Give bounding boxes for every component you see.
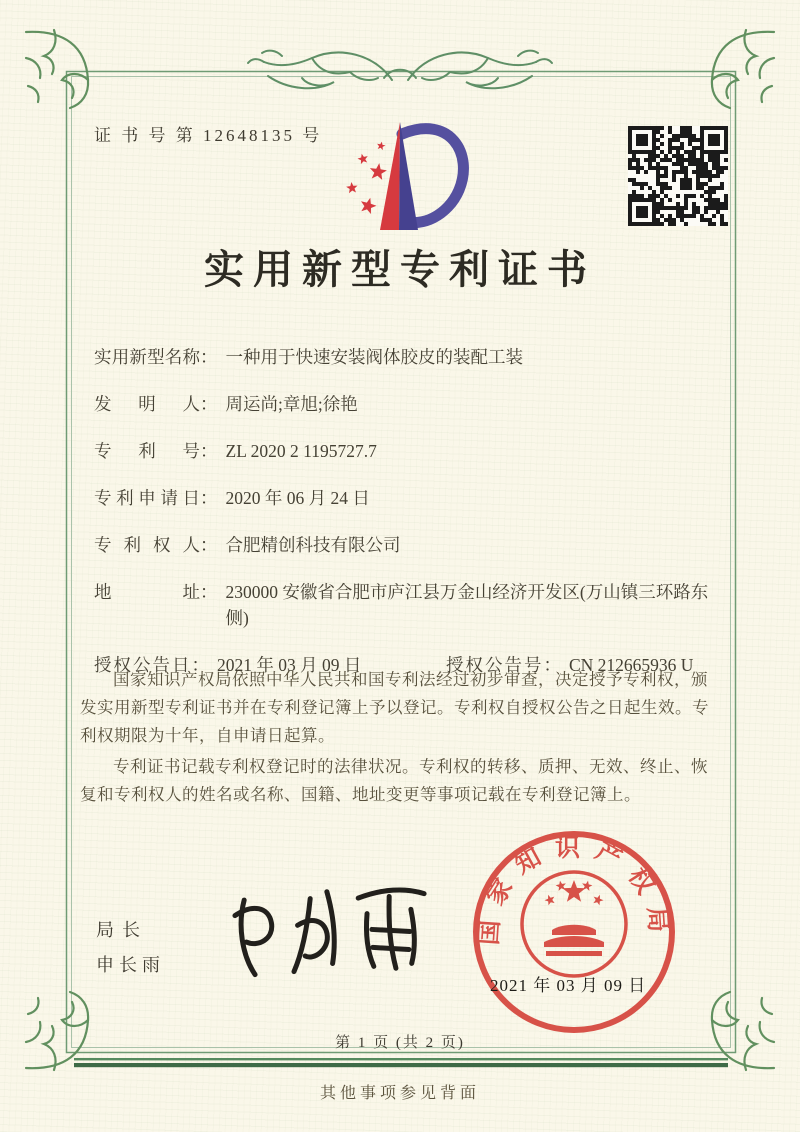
field-row-filing-date: 专利申请日 ： 2020 年 06 月 24 日 — [94, 485, 726, 511]
national-emblem-icon — [522, 872, 626, 976]
field-row-patentee: 专利权人 ： 合肥精创科技有限公司 — [94, 532, 726, 558]
logo-p-monument-icon — [380, 122, 463, 230]
field-value: 2020 年 06 月 24 日 — [225, 488, 370, 508]
cnipa-logo — [322, 112, 478, 238]
grant-date: 授权公告日 ： 2021 年 03 月 09 日 — [94, 655, 362, 675]
page-title: 实用新型专利证书 — [204, 247, 596, 292]
field-label: 专利权人 — [94, 535, 200, 555]
corner-flourish-top-left — [26, 30, 88, 108]
commissioner-title: 局长 — [96, 920, 148, 940]
field-value: 合肥精创科技有限公司 — [225, 535, 401, 555]
seal-text: 国家知识产权局 — [475, 834, 673, 946]
legal-text — [80, 666, 724, 812]
field-row-inventors: 发明人 ： 周运尚;章旭;徐艳 — [94, 391, 726, 417]
field-value: 周运尚;章旭;徐艳 — [225, 394, 358, 414]
certificate-number: 证 书 号 第 12648135 号 — [94, 126, 323, 145]
qr-code — [628, 126, 728, 226]
grant-number: 授权公告号 ： CN 212665936 U — [446, 655, 694, 675]
corner-flourish-top-right — [712, 30, 774, 108]
field-label: 专利号 — [94, 441, 200, 461]
official-seal — [468, 826, 680, 1038]
field-value: 一种用于快速安装阀体胶皮的装配工装 — [225, 347, 523, 367]
logo-stars-icon — [346, 142, 387, 214]
field-value: 230000 安徽省合肥市庐江县万金山经济开发区(万山镇三环路东侧) — [225, 582, 709, 628]
field-label: 实用新型名称 — [94, 347, 200, 367]
field-list — [94, 344, 726, 678]
legal-paragraph-2: 专利证书记载专利权登记时的法律状况。专利权的转移、质押、无效、终止、恢复和专利权人的姓名或名称、国籍、地址变更等事项记载在专利登记簿上。 — [80, 757, 708, 804]
field-label: 发明人 — [94, 394, 200, 414]
bottom-rule — [74, 1058, 728, 1060]
page-number: 第 1 页 (共 2 页) — [335, 1035, 465, 1051]
field-value: ZL 2020 2 1195727.7 — [225, 441, 377, 461]
legal-paragraph-1: 国家知识产权局依照中华人民共和国专利法经过初步审查，决定授予专利权，颁发实用新型专利证书并在专利登记簿上予以登记。专利权自授权公告之日起生效。专利权期限为十年，自申请日起算。 — [80, 670, 709, 745]
handwritten-signature — [208, 876, 438, 991]
field-label: 专利申请日 — [94, 488, 200, 508]
field-label: 地址 — [94, 582, 200, 602]
seal-date: 2021 年 03 月 09 日 — [490, 976, 647, 995]
commissioner-name: 申长雨 — [96, 955, 165, 975]
top-scroll-ornament — [248, 51, 552, 89]
field-row-address: 地址 ： 230000 安徽省合肥市庐江县万金山经济开发区(万山镇三环路东侧) — [94, 579, 726, 631]
field-row-patent-number: 专利号 ： ZL 2020 2 1195727.7 — [94, 438, 726, 464]
field-row-name: 实用新型名称 ： 一种用于快速安装阀体胶皮的装配工装 — [94, 344, 726, 370]
back-note: 其他事项参见背面 — [319, 1085, 480, 1102]
